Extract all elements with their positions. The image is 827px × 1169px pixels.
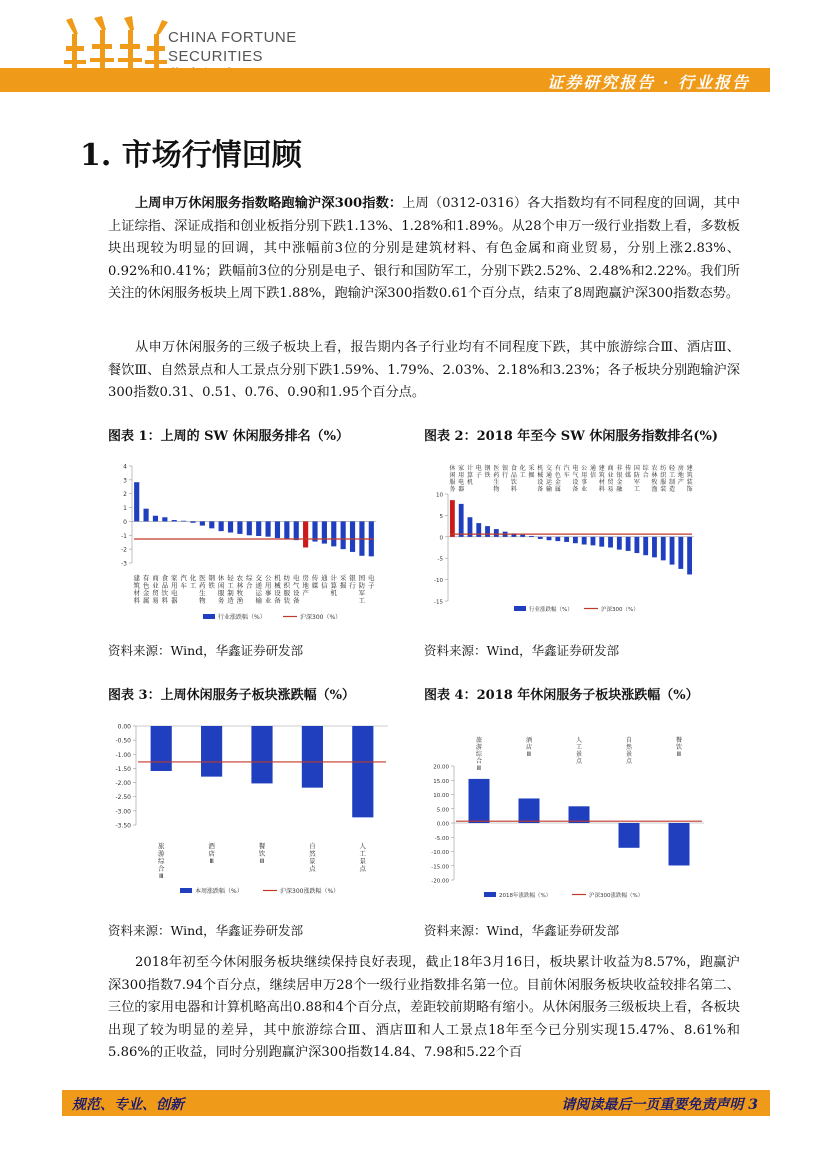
category-label: 农林牧渔 [236, 574, 244, 605]
category-label: 房地产 [677, 465, 684, 486]
figure-3-source: 资料来源：Wind，华鑫证券研发部 [108, 923, 304, 938]
y-tick-label: -20.00 [431, 878, 449, 885]
bar [251, 726, 272, 783]
category-label: 公用事业 [581, 465, 588, 493]
y-tick-label: 1 [123, 505, 127, 513]
bar [153, 516, 158, 522]
bar [678, 537, 683, 569]
category-label: 综合 [642, 465, 649, 479]
report-type: 证券研究报告 · 行业报告 [547, 73, 750, 92]
category-label: 传媒 [311, 574, 319, 590]
category-label: 化工 [519, 465, 526, 479]
paragraph-1 [108, 193, 740, 306]
category-label: 汽车 [563, 465, 570, 479]
chart-2 [424, 450, 706, 630]
category-label: 餐饮 Ⅲ [258, 842, 266, 865]
y-tick-label: 5.00 [436, 807, 449, 814]
bar [669, 823, 690, 865]
y-tick-label: -10 [434, 578, 443, 585]
y-tick-label: -5 [437, 556, 443, 563]
y-tick-label: 0 [123, 518, 127, 526]
legend-label-line: 沪深300（%） [601, 607, 639, 613]
category-label: 计算机 [466, 465, 473, 486]
legend-label-line: 沪深300涨跌幅（%） [589, 893, 644, 899]
category-label: 农林牧渔 [651, 465, 658, 493]
category-label: 银行 [349, 574, 356, 590]
footer-right: 请阅读最后一页重要免责声明 3 [561, 1097, 758, 1113]
bar [350, 521, 355, 551]
chart-4 [424, 712, 714, 907]
y-tick-label: 3 [123, 477, 127, 485]
legend-label-bar: 本周涨跌幅（%） [195, 888, 243, 895]
paragraph-2-body: 从申万休闲服务的三级子板块上看，报告期内各子行业均有不同程度下跌，其中旅游综合Ⅲ、酒店Ⅲ、餐饮Ⅲ、自然景点和人工景点分别下跌1.59%、1.79%、2.03%、2.18%和3.23%；各子板块分别跑输沪深300指数0.31、0.51、0.76、0.90和1.95个百分点。 [108, 340, 740, 401]
chart-3 [108, 712, 398, 907]
bar [265, 521, 270, 536]
y-tick-label: -2.50 [115, 794, 131, 802]
bar [294, 521, 299, 540]
category-label: 休闲服务 [449, 465, 456, 493]
bar [617, 537, 622, 550]
category-label: 机械设备 [274, 574, 281, 605]
bar [341, 521, 346, 549]
y-tick-label: 10.00 [433, 793, 449, 799]
bar [569, 806, 590, 823]
bar [670, 537, 675, 565]
y-tick-label: 2 [123, 491, 127, 499]
category-label: 房地产 [302, 574, 309, 597]
category-label: 医药生物 [199, 574, 206, 605]
bar [303, 521, 308, 547]
y-tick-label: 10 [436, 492, 443, 499]
category-label: 医药生物 [493, 465, 500, 493]
y-tick-label: -2 [121, 546, 127, 554]
bar [519, 798, 540, 823]
y-tick-label: 0.00 [436, 821, 449, 828]
legend-label-line: 沪深300涨跌幅（%） [280, 888, 340, 895]
category-label: 汽车 [180, 574, 187, 590]
category-label: 国防军工 [633, 465, 640, 493]
category-label: 商业贸易 [152, 574, 159, 605]
category-label: 综合 [246, 574, 253, 590]
legend-swatch-bar [203, 614, 215, 619]
legend-label-line: 沪深300（%） [300, 614, 342, 621]
category-label: 建筑装饰 [686, 465, 693, 493]
y-tick-label: -3.00 [115, 808, 131, 816]
y-tick-label: -15 [434, 599, 443, 606]
y-tick-label: -3.50 [115, 822, 131, 830]
bar [626, 537, 631, 551]
category-label: 建筑材料 [133, 574, 140, 605]
bar [200, 521, 205, 525]
category-label: 钢铁 [208, 574, 216, 590]
bar [172, 520, 177, 521]
bar [134, 482, 139, 521]
y-tick-label: 20.00 [433, 764, 449, 771]
category-label: 电气设备 [572, 465, 579, 493]
paragraph-2 [108, 337, 740, 405]
figure-1-title: 图表 1：上周的 SW 休闲服务排名（%） [108, 429, 349, 444]
y-tick-label: -1 [121, 532, 127, 540]
bar [476, 523, 481, 537]
category-label: 旅游综合 Ⅲ [157, 842, 165, 880]
category-label: 自然景点 [309, 842, 316, 873]
bar [634, 537, 639, 553]
bar [209, 521, 214, 528]
bar [284, 521, 289, 539]
header-bar [0, 68, 770, 92]
category-label: 人工景点 [575, 737, 583, 765]
category-label: 计算机 [330, 574, 338, 597]
y-tick-label: -2.00 [115, 780, 131, 788]
paragraph-1-body: 上周（0312-0316）各大指数均有不同程度的回调，其中上证综指、深证成指和创业板指分别下跌1.13%、1.28%和1.89%。从28个申万一级行业指数上看，多数板块出现较为明显的回调，其中涨幅前3位的分别是建筑材料、有色金属和商业贸易，分别上涨2.83%、0.92%和0.41%；跌幅前3位的分别是电子、银行和国防军工，分别下跌2.52%、2.48%和2.22%。我们所关注的休闲服务板块上周下跌1.88%，跑输沪深300指数0.61个百分点，结束了8周跑赢沪深300指数态势。 [108, 196, 741, 302]
y-tick-label: 0 [439, 535, 443, 542]
logo-en-line1: CHINA FORTUNE [168, 29, 297, 46]
bar [469, 779, 490, 823]
bar [608, 537, 613, 548]
category-label: 化工 [189, 574, 197, 590]
category-label: 电子 [368, 574, 375, 590]
bar [599, 537, 604, 547]
bar [538, 537, 543, 539]
y-tick-label: 4 [123, 463, 127, 471]
category-label: 银行 [502, 465, 509, 479]
y-tick-label: 15.00 [433, 778, 449, 785]
category-label: 交通运输 [255, 574, 262, 605]
bar [643, 537, 648, 555]
bar [661, 537, 666, 561]
category-label: 电子 [475, 465, 482, 479]
category-label: 酒店 Ⅲ [525, 737, 533, 758]
category-label: 酒店 Ⅲ [208, 842, 215, 865]
bar [302, 726, 323, 788]
bar [573, 537, 578, 543]
figure-3-title: 图表 3：上周休闲服务子板块涨跌幅（%） [108, 688, 355, 703]
category-label: 纺织服装 [660, 465, 667, 493]
category-label: 通信 [589, 465, 596, 479]
category-label: 机械设备 [537, 465, 544, 493]
category-label: 轻工制造 [227, 574, 234, 605]
bar [687, 537, 692, 575]
category-label: 采掘 [528, 465, 535, 479]
bar [529, 536, 534, 537]
category-label: 非银金融 [616, 465, 623, 493]
bar [322, 521, 327, 543]
y-tick-label: -1.50 [115, 765, 131, 773]
figure-2-source: 资料来源：Wind，华鑫证券研发部 [424, 643, 620, 658]
bar [247, 521, 252, 535]
category-label: 休闲服务 [217, 574, 225, 605]
bar [181, 521, 186, 522]
category-label: 商业贸易 [607, 465, 614, 493]
y-tick-label: -5.00 [434, 835, 449, 842]
category-label: 家用电器 [458, 465, 465, 493]
paragraph-3 [108, 952, 740, 1065]
bar [619, 823, 640, 848]
paragraph-3-body: 2018年初至今休闲服务板块继续保持良好表现，截止18年3月16日，板块累计收益为8.57%，跑赢沪深300指数7.94个百分点，继续居申万28个一级行业指数排名第一位。目前休闲服务板块收益较排名第二、三位的家用电器和计算机略高出0.88和4个百分点，差距较前期略有缩小。从休闲服务三级板块上看，各板块出现了较为明显的差异，其中旅游综合Ⅲ、酒店Ⅲ和人工景点18年至今已分别实现15.47%、8.61%和5.86%的正收益，同时分别跑赢沪深300指数14.84、7.98和5.22个百 [108, 955, 740, 1061]
bar [450, 500, 455, 537]
bar [151, 726, 172, 771]
category-label: 自然景点 [625, 737, 633, 765]
category-label: 电气设备 [292, 574, 300, 605]
bar [162, 517, 167, 521]
figure-4-title: 图表 4：2018 年休闲服务子板块涨跌幅（%） [424, 688, 699, 703]
page-title: 1. 市场行情回顾 [80, 138, 302, 173]
bar [331, 521, 336, 546]
legend-label-bar: 行业涨跌幅（%） [218, 614, 266, 621]
category-label: 交通运输 [546, 465, 553, 493]
category-label: 餐饮 Ⅲ [675, 737, 683, 758]
bar [237, 521, 242, 533]
category-label: 食品饮料 [510, 465, 517, 493]
y-tick-label: -1.00 [115, 751, 131, 759]
chart-1 [108, 450, 390, 630]
bar [494, 529, 499, 537]
bar [582, 537, 587, 545]
category-label: 轻工制造 [669, 465, 676, 493]
bar [275, 521, 280, 538]
bar [520, 535, 525, 537]
category-label: 公用事业 [264, 574, 272, 605]
bar [485, 526, 490, 537]
legend-swatch-bar [484, 892, 496, 897]
category-label: 钢铁 [484, 465, 491, 479]
bar [228, 521, 233, 532]
category-label: 家用电器 [170, 574, 178, 605]
category-label: 人工景点 [359, 842, 367, 873]
footer-bar [62, 1090, 770, 1116]
y-tick-label: -10.00 [431, 850, 449, 856]
category-label: 传媒 [625, 465, 632, 479]
category-label: 建筑材料 [598, 465, 605, 493]
y-tick-label: 5 [439, 513, 443, 520]
y-tick-label: -0.50 [115, 737, 131, 745]
bar [219, 521, 224, 531]
legend-swatch-bar [514, 606, 526, 611]
bar [564, 537, 569, 542]
legend-label-bar: 行业涨跌幅（%） [529, 607, 573, 613]
bar [201, 726, 222, 777]
paragraph-1-lead: 上周申万休闲服务指数略跑输沪深300指数： [135, 196, 403, 211]
category-label: 采掘 [339, 574, 347, 590]
bar [143, 509, 148, 522]
bar [547, 537, 552, 540]
figure-2-title: 图表 2：2018 年至今 SW 休闲服务指数排名(%) [424, 429, 718, 444]
logo-en-line2: SECURITIES [168, 48, 264, 65]
figure-1-source: 资料来源：Wind，华鑫证券研发部 [108, 643, 304, 658]
bar [352, 726, 373, 817]
legend-label-bar: 2018年涨跌幅（%） [499, 893, 552, 899]
bar [256, 521, 261, 536]
category-label: 纺织服装 [283, 574, 291, 605]
category-label: 旅游综合 Ⅲ [475, 737, 483, 772]
footer-left: 规范、专业、创新 [72, 1097, 184, 1113]
y-tick-label: -3 [121, 560, 127, 568]
bar [652, 537, 657, 558]
category-label: 有色金属 [142, 574, 150, 605]
y-tick-label: -15.00 [431, 864, 449, 871]
bar [190, 521, 195, 522]
category-label: 通信 [321, 574, 328, 590]
figure-4-source: 资料来源：Wind，华鑫证券研发部 [424, 923, 620, 938]
bar [591, 537, 596, 546]
category-label: 食品饮料 [161, 574, 169, 605]
bar [459, 504, 464, 537]
category-label: 国防军工 [358, 574, 366, 605]
category-label: 有色金属 [554, 465, 561, 493]
legend-swatch-bar [180, 888, 192, 893]
y-tick-label: 0.00 [117, 723, 131, 731]
bar [555, 537, 560, 541]
